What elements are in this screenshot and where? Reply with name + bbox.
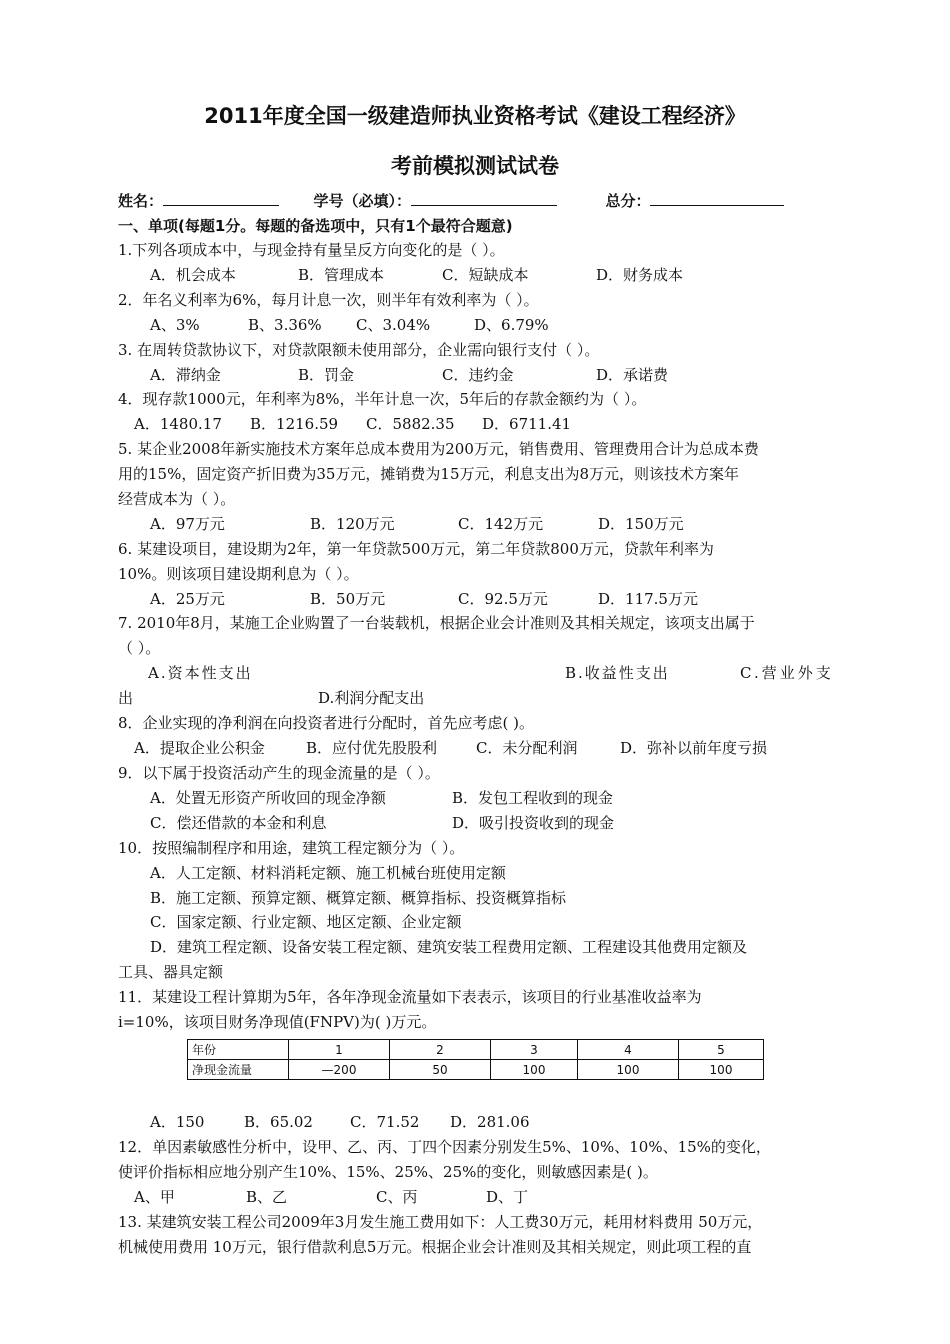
q5-option-c: C．142万元 [458,515,544,533]
q9-option-d: D．吸引投资收到的现金 [452,814,615,832]
q7-option-a: A.资本性支出 [148,664,253,682]
q4-option-a: A．1480.17 [134,415,222,433]
q12-option-a: A、甲 [134,1188,175,1206]
question-7-line-2: （ ）。 [118,639,161,657]
question-7-line-1: 7. 2010年8月，某施工企业购置了一台装载机，根据企业会计准则及其相关规定，该项支出属于 [118,614,755,632]
table-cell: 100 [578,1060,679,1080]
exam-subtitle: 考前模拟测试试卷 [391,154,559,178]
question-11-line-2: i=10%，该项目财务净现值(FNPV)为( )万元。 [118,1013,437,1031]
name-blank [163,191,279,206]
q10-option-d-line-1: D．建筑工程定额、设备安装工程定额、建筑安装工程费用定额、工程建设其他费用定额及 [150,938,748,956]
student-info [118,191,784,211]
q6-option-a: A．25万元 [150,590,225,608]
table-cell: 3 [491,1040,578,1060]
q1-option-b: B．管理成本 [298,266,385,284]
q11-option-a: A．150 [150,1113,205,1131]
table-header-year: 年份 [188,1040,289,1060]
q6-option-d: D．117.5万元 [598,590,698,608]
exam-title: 2011年度全国一级建造师执业资格考试《建设工程经济》 [204,104,746,128]
question-4: 4．现存款1000元，年利率为8%，半年计息一次，5年后的存款金额约为（ ）。 [118,390,647,408]
q6-option-b: B．50万元 [310,590,386,608]
question-11-line-1: 11．某建设工程计算期为5年，各年净现金流量如下表表示，该项目的行业基准收益率为 [118,988,702,1006]
question-3: 3. 在周转贷款协议下，对贷款限额未使用部分，企业需向银行支付（ ）。 [118,341,600,359]
q11-option-c: C．71.52 [350,1113,420,1131]
table-row-years [188,1040,764,1060]
q1-option-c: C．短缺成本 [442,266,529,284]
q7-option-d: D.利润分配支出 [318,689,425,707]
q8-option-b: B．应付优先股股利 [306,739,438,757]
q1-option-a: A．机会成本 [150,266,236,284]
q2-option-a: A、3% [150,316,200,334]
q8-option-d: D．弥补以前年度亏损 [620,739,768,757]
question-6-line-2: 10%。则该项目建设期利息为（ ）。 [118,565,359,583]
q9-option-c: C．偿还借款的本金和利息 [150,814,327,832]
q4-option-c: C．5882.35 [366,415,455,433]
table-row-flows [188,1060,764,1080]
q2-option-d: D、6.79% [474,316,549,334]
q11-option-d: D．281.06 [450,1113,530,1131]
q2-option-c: C、3.04% [356,316,431,334]
question-2: 2．年名义利率为6%，每月计息一次，则半年有效利率为（ ）。 [118,291,539,309]
q6-option-c: C．92.5万元 [458,590,548,608]
question-5-line-3: 经营成本为（ ）。 [118,490,236,508]
question-6-line-1: 6. 某建设项目，建设期为2年，第一年贷款500万元，第二年贷款800万元，贷款年利率为 [118,540,714,558]
question-8: 8．企业实现的净利润在向投资者进行分配时，首先应考虑( )。 [118,714,535,732]
q1-option-d: D．财务成本 [596,266,684,284]
question-9: 9．以下属于投资活动产生的现金流量的是（ ）。 [118,764,440,782]
question-13-line-2: 机械使用费用 10万元，银行借款利息5万元。根据企业会计准则及其相关规定，则此项工程的直 [118,1238,752,1256]
q9-option-a: A．处置无形资产所收回的现金净额 [150,789,386,807]
q11-option-b: B．65.02 [244,1113,313,1131]
question-12-line-1: 12．单因素敏感性分析中，设甲、乙、丙、丁四个因素分别发生5%、10%、10%、15%的变化， [118,1138,771,1156]
q3-option-a: A．滞纳金 [150,366,221,384]
question-12-line-2: 使评价指标相应地分别产生10%、15%、25%、25%的变化，则敏感因素是( )。 [118,1163,658,1181]
q12-option-d: D、丁 [486,1188,529,1206]
question-5-line-2: 用的15%，固定资产折旧费为35万元，摊销费为15万元，利息支出为8万元，则该技术方案年 [118,465,740,483]
id-label: 学号（必填）： [313,192,411,210]
cash-flow-table [187,1039,764,1080]
q7-option-b: B.收益性支出 [565,664,670,682]
score-label: 总分： [605,192,651,210]
table-cell: 5 [679,1040,764,1060]
table-cell: 4 [578,1040,679,1060]
id-blank [411,191,557,206]
q5-option-b: B．120万元 [310,515,395,533]
q3-option-b: B．罚金 [298,366,355,384]
table-cell: 50 [390,1060,491,1080]
q12-option-b: B、乙 [246,1188,288,1206]
q3-option-c: C．违约金 [442,366,514,384]
question-1: 1.下列各项成本中，与现金持有量呈反方向变化的是（ ）。 [118,241,505,259]
question-5-line-1: 5. 某企业2008年新实施技术方案年总成本费用为200万元，销售费用、管理费用合计为总成本费 [118,440,759,458]
q8-option-c: C．未分配利润 [476,739,578,757]
q2-option-b: B、3.36% [248,316,322,334]
q7-option-c: C.营业外支 [740,664,834,682]
score-blank [650,191,784,206]
q4-option-d: D．6711.41 [482,415,572,433]
q10-option-b: B．施工定额、预算定额、概算定额、概算指标、投资概算指标 [150,889,567,907]
q5-option-a: A．97万元 [150,515,225,533]
q5-option-d: D．150万元 [598,515,684,533]
table-cell: —200 [289,1060,390,1080]
table-cell: 100 [679,1060,764,1080]
q10-option-d-line-2: 工具、器具定额 [118,963,224,981]
q9-option-b: B．发包工程收到的现金 [452,789,614,807]
table-cell: 2 [390,1040,491,1060]
q10-option-a: A．人工定额、材料消耗定额、施工机械台班使用定额 [150,864,506,882]
q3-option-d: D．承诺费 [596,366,669,384]
q4-option-b: B．1216.59 [250,415,339,433]
q8-option-a: A．提取企业公积金 [134,739,265,757]
table-cell: 100 [491,1060,578,1080]
section-heading: 一、单项(每题1分。每题的备选项中，只有1个最符合题意) [118,217,513,235]
name-label: 姓名： [118,192,164,210]
q7-option-c-cont: 出 [118,689,134,707]
question-10: 10．按照编制程序和用途，建筑工程定额分为（ ）。 [118,839,465,857]
q12-option-c: C、丙 [376,1188,418,1206]
table-cell: 1 [289,1040,390,1060]
q10-option-c: C．国家定额、行业定额、地区定额、企业定额 [150,913,462,931]
table-header-flow: 净现金流量 [188,1060,289,1080]
question-13-line-1: 13. 某建筑安装工程公司2009年3月发生施工费用如下：人工费30万元，耗用材料费用 50万元， [118,1213,763,1231]
